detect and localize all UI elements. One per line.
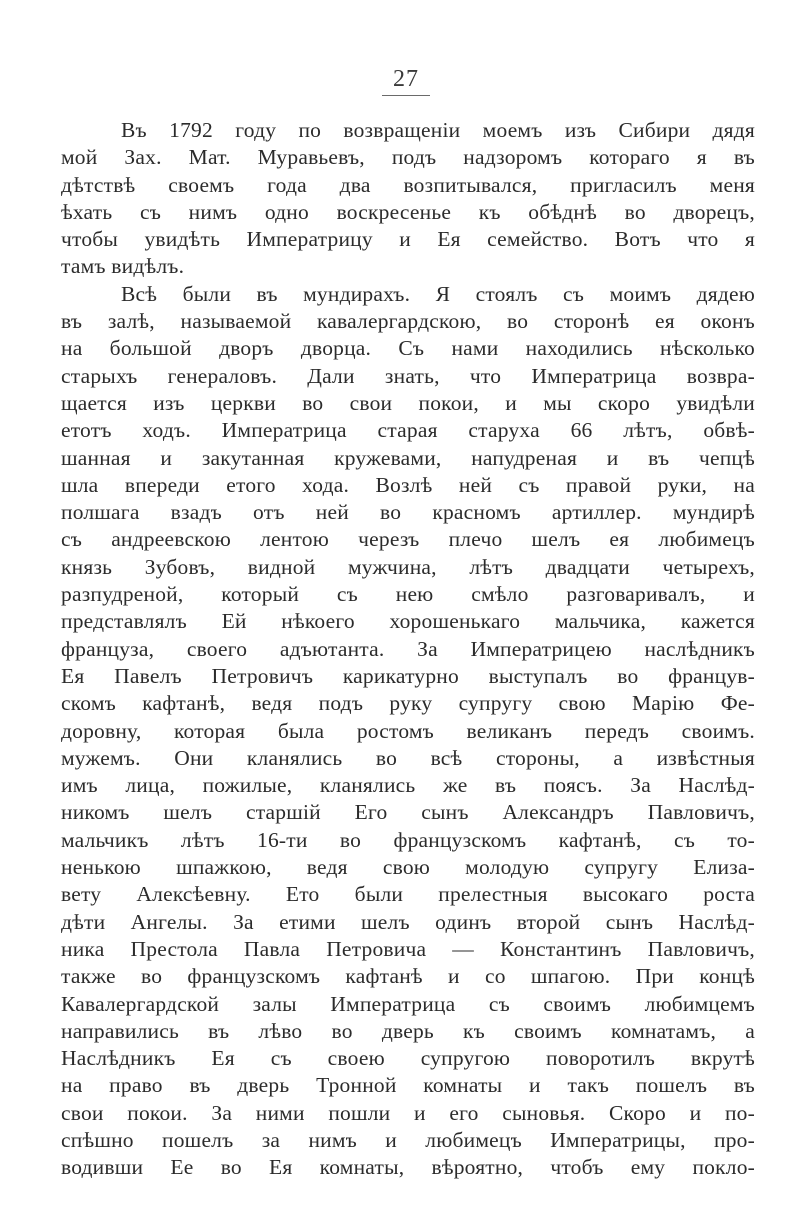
body-text	[61, 117, 755, 1182]
text-line: спѣшно пошелъ за нимъ и любимецъ Императрицы, про-	[61, 1127, 755, 1152]
text-line: князь Зубовъ, видной мужчина, лѣтъ двадцати четырехъ,	[61, 554, 755, 579]
text-line: мужемъ. Они кланялись во всѣ стороны, а извѣстныя	[61, 745, 755, 770]
text-line: чтобы увидѣть Императрицу и Ея семейство. Вотъ что я	[61, 227, 755, 252]
text-line: тамъ видѣлъ.	[61, 254, 185, 279]
text-line: направились въ лѣво во дверь къ своимъ комнатамъ, а	[61, 1018, 755, 1043]
text-line: дѣтствѣ своемъ года два возпитывался, пригласилъ меня	[61, 172, 755, 197]
text-line: вету Алексѣевну. Ето были прелестныя высокаго роста	[61, 882, 755, 907]
text-line: Всѣ были въ мундирахъ. Я стоялъ съ моимъ дядею	[121, 281, 755, 306]
text-line: полшага взадъ отъ ней во красномъ артиллер. мундирѣ	[61, 500, 755, 525]
text-line: Кавалергардской залы Императрица съ своимъ любимцемъ	[61, 991, 755, 1016]
text-line: щается изъ церкви во свои покои, и мы скоро увидѣли	[61, 390, 755, 415]
text-line: свои покои. За ними пошли и его сыновья. Скоро и по-	[61, 1100, 755, 1125]
text-line: представлялъ Ей нѣкоего хорошенькаго мальчика, кажется	[61, 609, 755, 634]
text-line: ѣхать съ нимъ одно воскресенье къ обѣднѣ во дворецъ,	[61, 199, 755, 224]
text-line: шла впереди етого хода. Возлѣ ней съ правой руки, на	[61, 472, 755, 497]
text-line: имъ лица, пожилые, кланялись же въ поясъ. За Наслѣд-	[61, 773, 755, 798]
text-line: съ андреевскою лентою черезъ плечо шелъ ея любимецъ	[61, 527, 755, 552]
text-line: водивши Ее во Ея комнаты, вѣроятно, чтобъ ему покло-	[61, 1155, 755, 1180]
text-line: дѣти Ангелы. За етими шелъ одинъ второй сынъ Наслѣд-	[61, 909, 755, 934]
text-line: мальчикъ лѣтъ 16-ти во французскомъ кафтанѣ, съ то-	[61, 827, 755, 852]
text-line: доровну, которая была ростомъ великанъ передъ своимъ.	[61, 718, 755, 743]
text-line: на право въ дверь Тронной комнаты и такъ пошелъ въ	[61, 1073, 755, 1098]
text-line: никомъ шелъ старшій Его сынъ Александръ Павловичъ,	[61, 800, 755, 825]
text-line: мой Зах. Мат. Муравьевъ, подъ надзоромъ котораго я въ	[61, 145, 755, 170]
text-line: ника Престола Павла Петровича — Константинъ Павловичъ,	[61, 936, 755, 961]
text-line: также во французскомъ кафтанѣ и со шпагою. При концѣ	[61, 964, 755, 989]
text-line: Ея Павелъ Петровичъ карикатурно выступалъ во францув-	[61, 663, 755, 688]
text-line: скомъ кафтанѣ, ведя подъ руку супругу свою Марію Фе-	[61, 691, 755, 716]
text-line: шанная и закутанная кружевами, напудреная и въ чепцѣ	[61, 445, 755, 470]
text-line: Наслѣдникъ Ея съ своею супругою поворотилъ вкрутѣ	[61, 1046, 755, 1071]
text-line: разпудреной, который съ нею смѣло разговаривалъ, и	[61, 582, 755, 607]
text-line: на большой дворъ дворца. Съ нами находились нѣсколько	[61, 336, 755, 361]
page-number-rule	[382, 95, 430, 96]
text-line: француза, своего адъютанта. За Императрицею наслѣдникъ	[61, 636, 755, 661]
text-line: етотъ ходъ. Императрица старая старуха 66 лѣтъ, обвѣ-	[61, 418, 755, 443]
text-line: Въ 1792 году по возвращеніи моемъ изъ Сибири дядя	[121, 118, 755, 142]
text-line: старыхъ генераловъ. Дали знать, что Императрица возвра-	[61, 363, 755, 388]
text-line: въ залѣ, называемой кавалергардскою, во сторонѣ ея оконъ	[61, 309, 755, 334]
text-line: ненькою шпажкою, ведя свою молодую супругу Елиза-	[61, 855, 755, 880]
page-number: 27	[393, 66, 419, 92]
